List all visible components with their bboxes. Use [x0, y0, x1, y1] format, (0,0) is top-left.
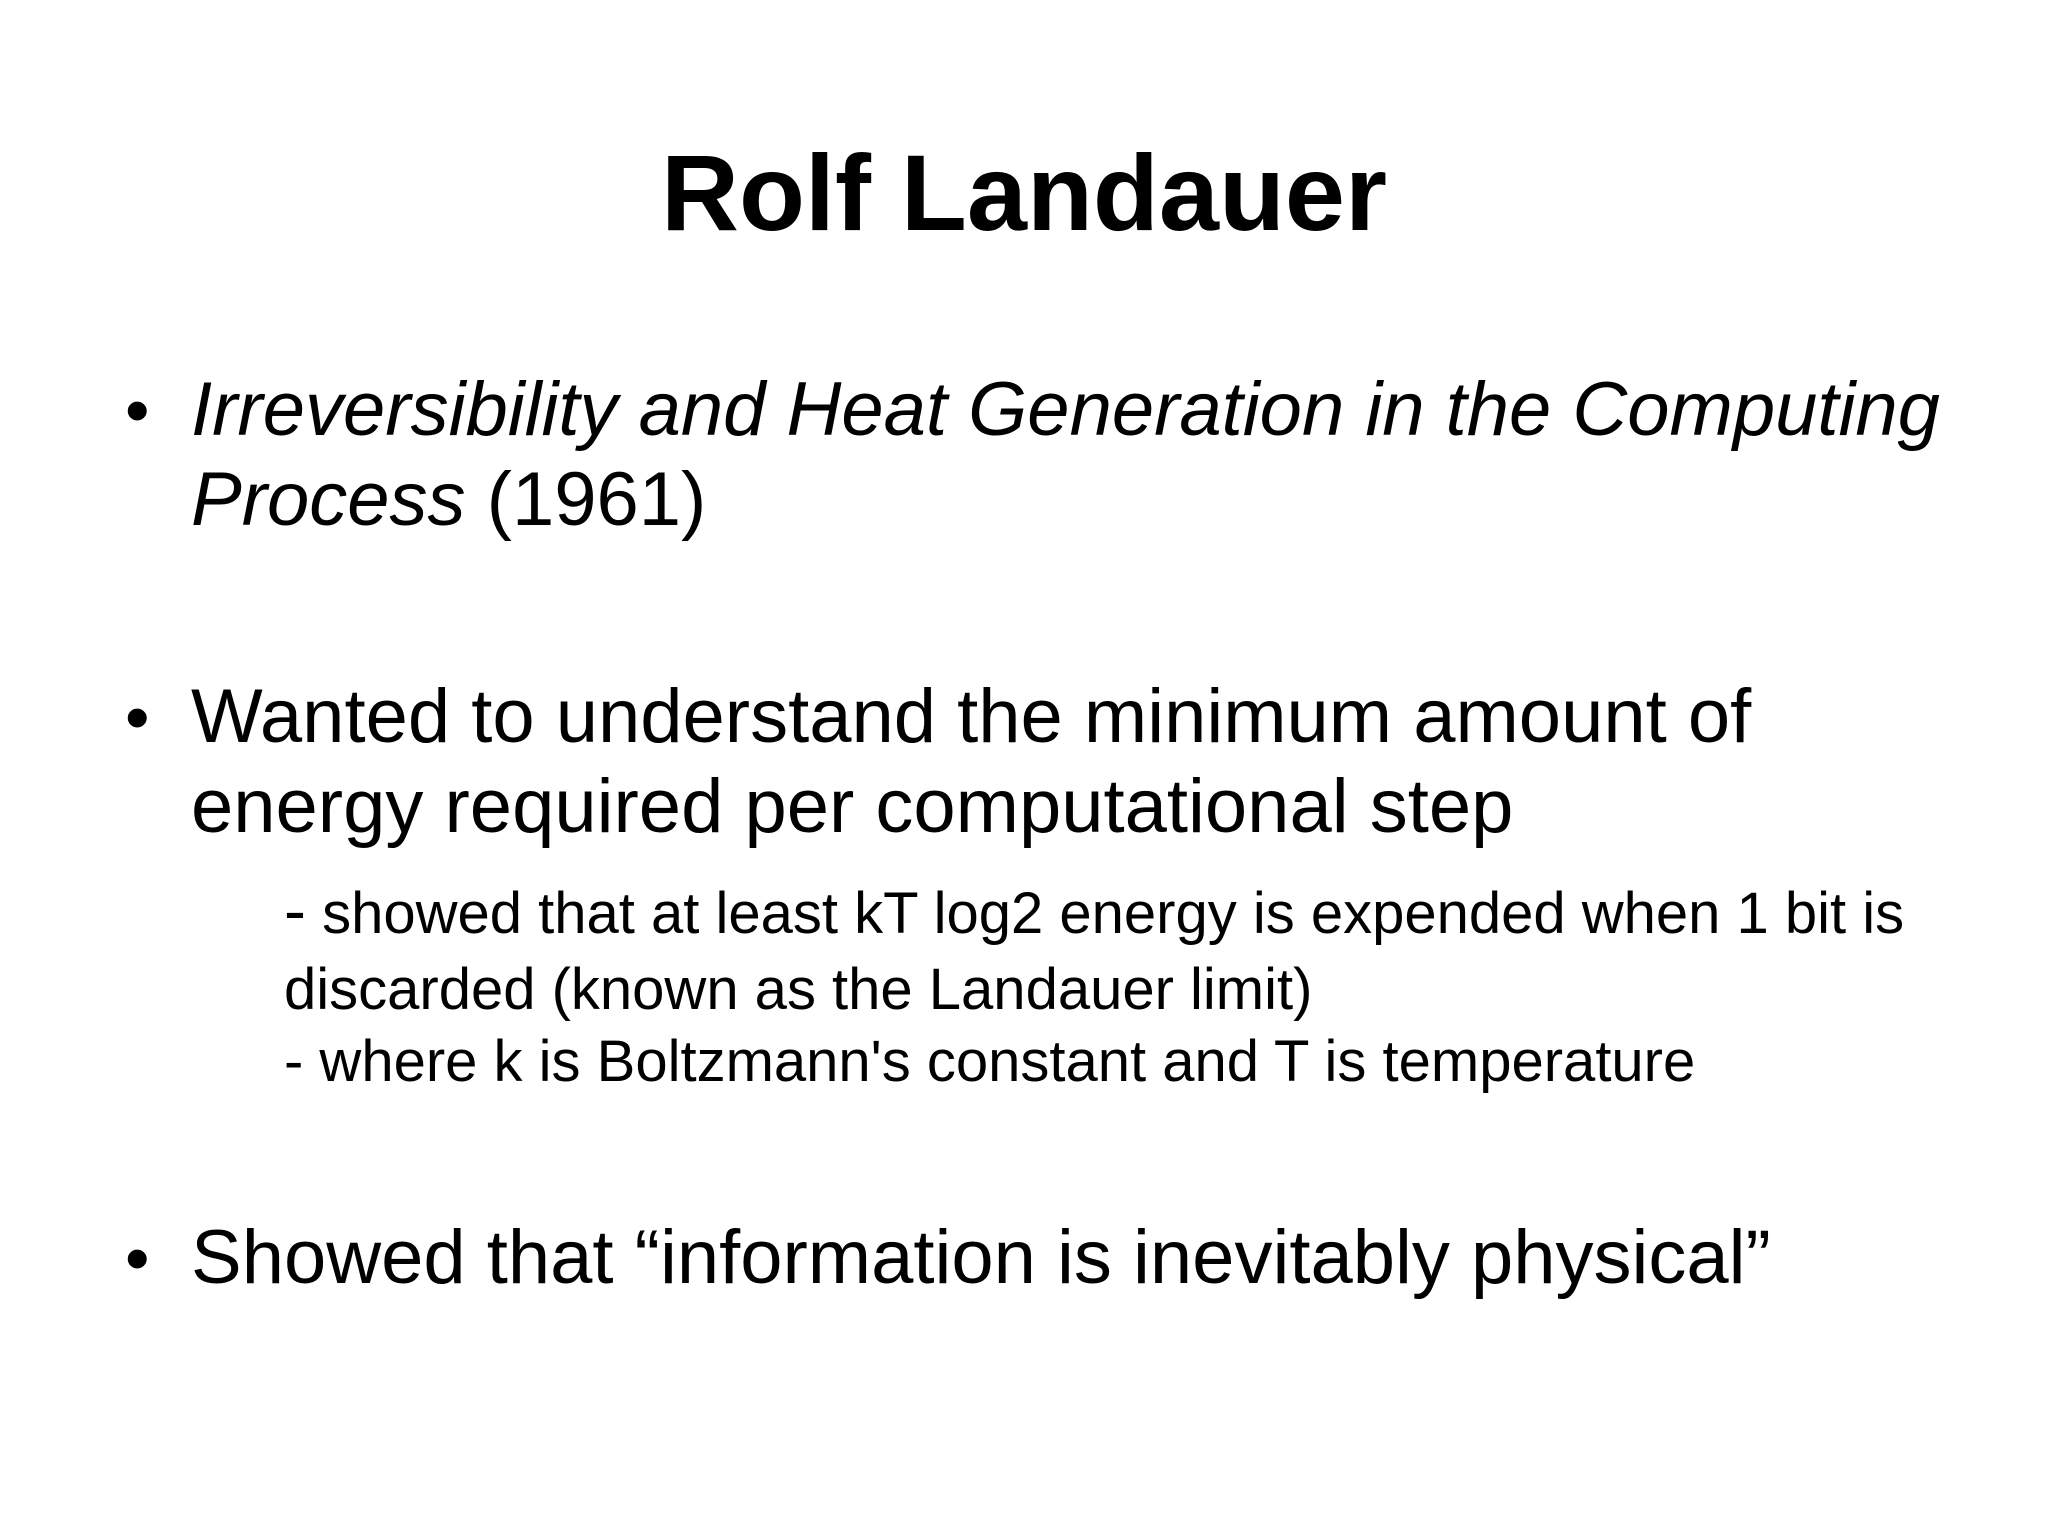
bullet-marker: •: [125, 371, 150, 449]
bullet-text: Showed that “information is inevitably physical”: [191, 1215, 1771, 1300]
subpoint-text: showed that at least kT log2 energy is expended when 1 bit is discarded (known as the Landauer limit): [284, 881, 1905, 1022]
bullet-text: Wanted to understand the minimum amount of energy required per computational step: [191, 674, 1752, 849]
subpoint-definitions: - where k is Boltzmann's constant and T is temperature: [284, 1029, 1696, 1094]
paper-title: Irreversibility and Heat Generation in the Computing Process: [191, 367, 1940, 542]
bullet-marker: •: [125, 1219, 150, 1297]
bullet-marker: •: [125, 678, 150, 756]
subpoint-dash: -: [284, 873, 306, 947]
bullet-text: [191, 365, 1991, 545]
paper-year: (1961): [465, 457, 707, 542]
subpoint-landauer-limit: [284, 872, 2024, 1028]
slide-title: Rolf Landauer: [660, 132, 1388, 253]
